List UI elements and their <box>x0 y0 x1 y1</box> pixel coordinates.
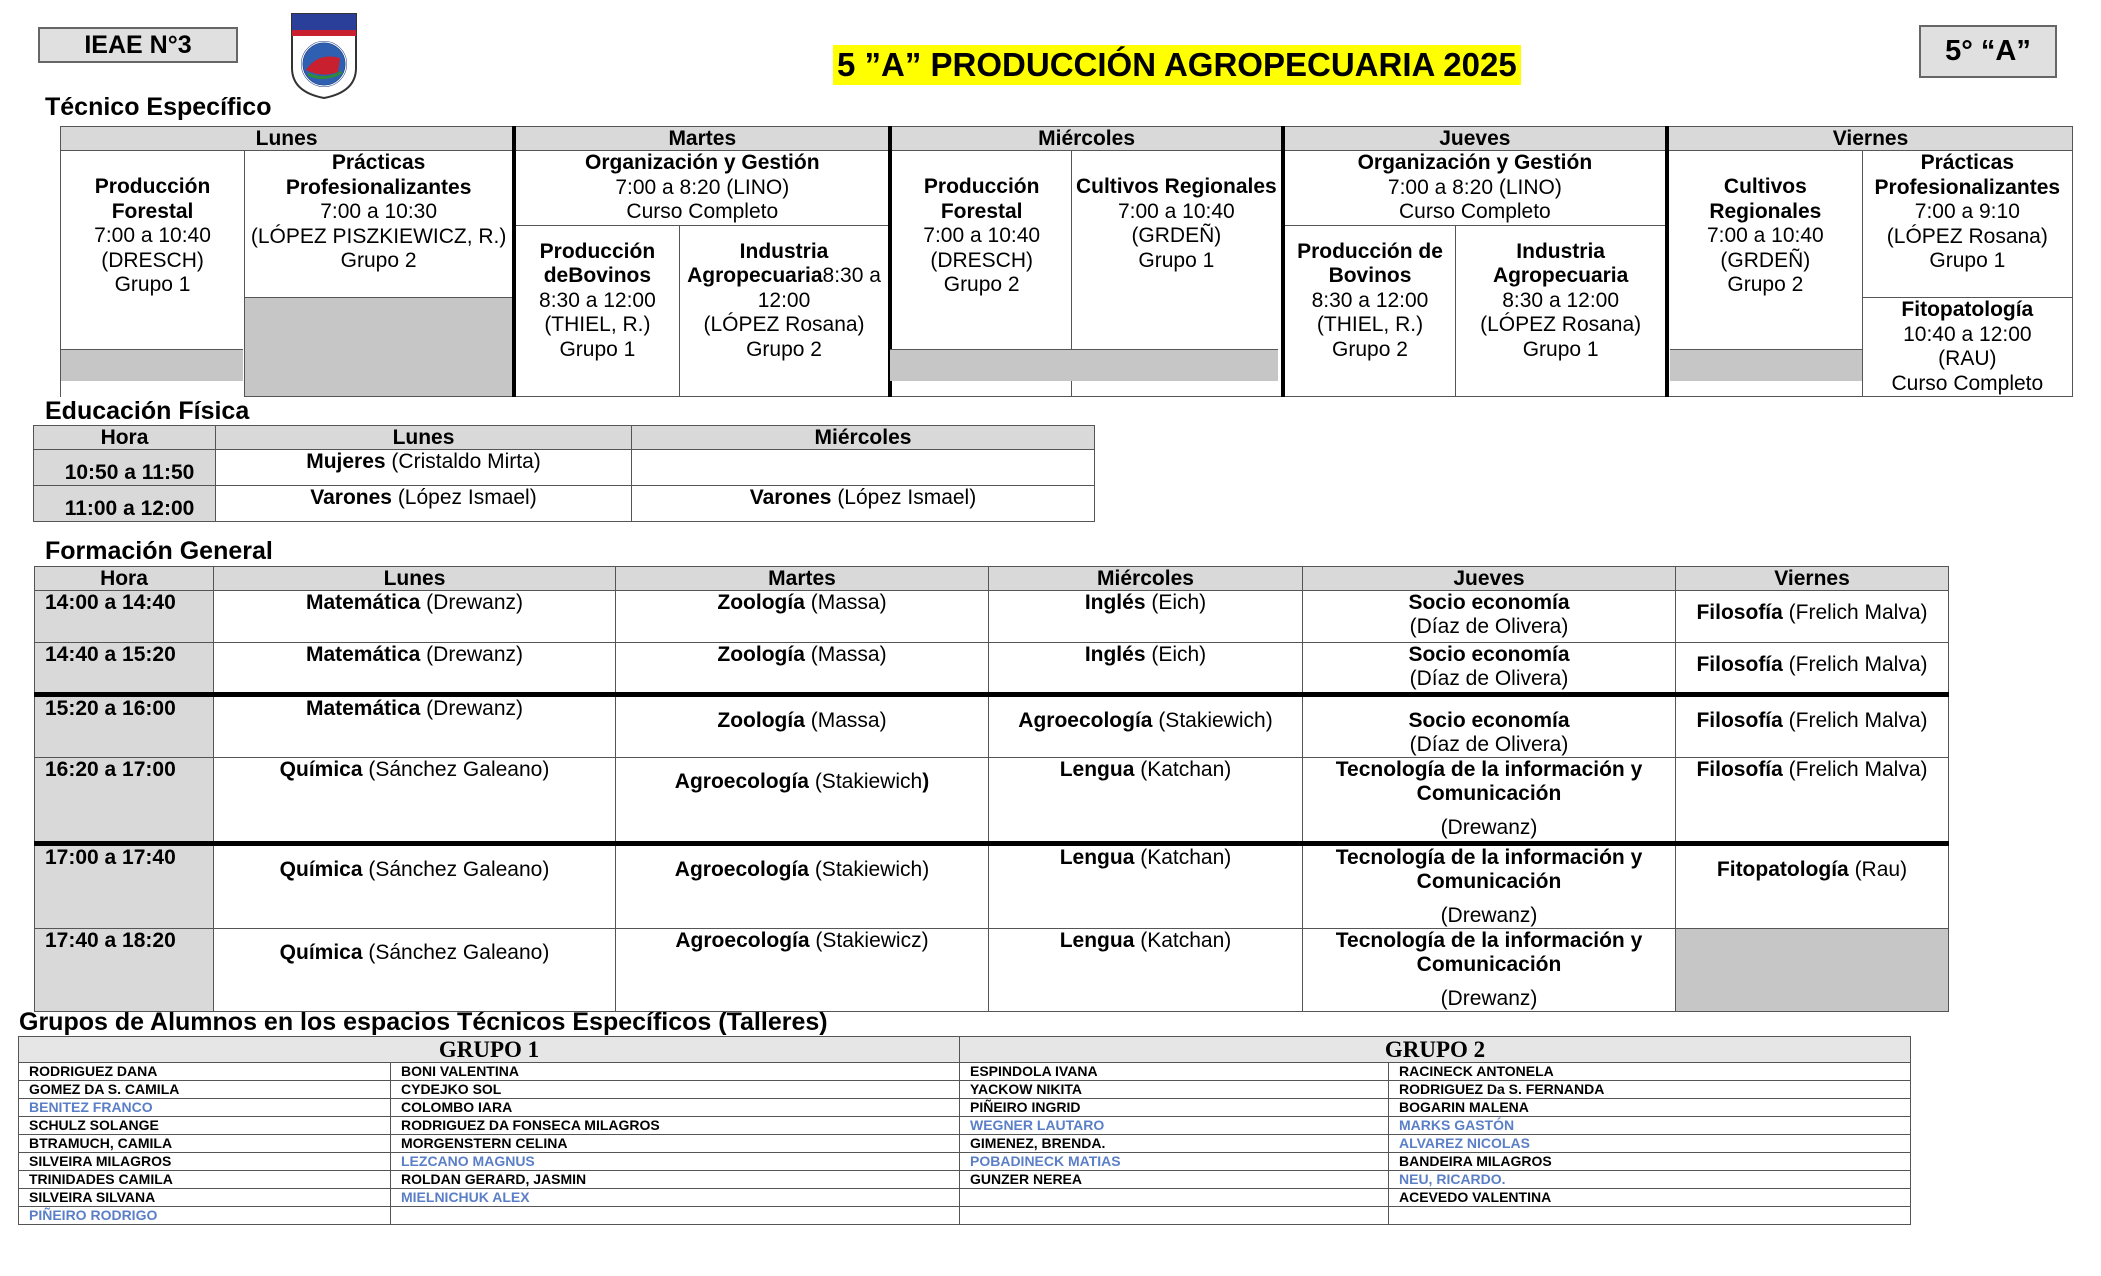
fg-hora: 17:40 a 18:20 <box>35 929 214 1012</box>
student-name: ALVAREZ NICOLAS <box>1389 1135 1911 1153</box>
student-name: GOMEZ DA S. CAMILA <box>19 1081 391 1099</box>
ef-cell: Mujeres (Cristaldo Mirta) <box>216 450 632 486</box>
fg-cell: Inglés (Eich) <box>989 643 1303 695</box>
fg-cell: Filosofía (Frelich Malva) <box>1676 758 1949 844</box>
student-name: RODRIGUEZ DANA <box>19 1063 391 1081</box>
student-name: SCHULZ SOLANGE <box>19 1117 391 1135</box>
fg-row <box>35 929 1949 1012</box>
fg-col-viernes: Viernes <box>1676 567 1949 591</box>
student-name <box>391 1207 960 1225</box>
student-name: PIÑEIRO INGRID <box>960 1099 1389 1117</box>
student-name <box>1389 1207 1911 1225</box>
tte-viernes-empty <box>1670 349 1862 381</box>
fg-cell: Socio economía (Díaz de Olivera) <box>1303 591 1676 643</box>
fg-hora: 17:00 a 17:40 <box>35 844 214 929</box>
day-lunes: Lunes <box>61 127 515 151</box>
fg-cell: Inglés (Eich) <box>989 591 1303 643</box>
tte-viernes-c: Fitopatología 10:40 a 12:00 (RAU) Curso Completo <box>1862 298 2072 397</box>
student-row <box>19 1171 1911 1189</box>
grupos-body <box>19 1063 1911 1225</box>
student-name: ESPINDOLA IVANA <box>960 1063 1389 1081</box>
ef-col-lunes: Lunes <box>216 426 632 450</box>
tte-lunes-a: Producción Forestal 7:00 a 10:40 (DRESCH) Grupo 1 <box>61 151 245 298</box>
fg-row <box>35 844 1949 929</box>
ef-table <box>33 425 1095 522</box>
tte-viernes-a: Cultivos Regionales 7:00 a 10:40 (GRDEÑ) Grupo 2 <box>1667 151 1862 397</box>
tte-miercoles-a: Producción Forestal 7:00 a 10:40 (DRESCH) Grupo 2 <box>890 151 1071 397</box>
fg-cell: Lengua (Katchan) <box>989 758 1303 844</box>
fg-col-hora: Hora <box>35 567 214 591</box>
fg-cell: Lengua (Katchan) <box>989 929 1303 1012</box>
student-row <box>19 1153 1911 1171</box>
student-name: NEU, RICARDO. <box>1389 1171 1911 1189</box>
student-row <box>19 1081 1911 1099</box>
tte-viernes-b: Prácticas Profesionalizantes 7:00 a 9:10 (LÓPEZ Rosana) Grupo 1 <box>1862 151 2072 298</box>
fg-row <box>35 758 1949 844</box>
fg-cell: Lengua (Katchan) <box>989 844 1303 929</box>
student-name: CYDEJKO SOL <box>391 1081 960 1099</box>
student-name: YACKOW NIKITA <box>960 1081 1389 1099</box>
fg-cell: Agroecología (Stakiewich) <box>989 695 1303 758</box>
student-name: RODRIGUEZ Da S. FERNANDA <box>1389 1081 1911 1099</box>
student-name: LEZCANO MAGNUS <box>391 1153 960 1171</box>
tte-lunes-empty <box>61 349 243 381</box>
student-name: WEGNER LAUTARO <box>960 1117 1389 1135</box>
student-name <box>960 1189 1389 1207</box>
fg-row <box>35 695 1949 758</box>
fg-cell: Tecnología de la información y Comunicación (Drewanz) <box>1303 758 1676 844</box>
day-viernes: Viernes <box>1667 127 2072 151</box>
section-ef: Educación Física <box>45 397 250 425</box>
student-name: GIMENEZ, BRENDA. <box>960 1135 1389 1153</box>
fg-col-lunes: Lunes <box>214 567 616 591</box>
ef-cell: Varones (López Ismael) <box>216 486 632 522</box>
day-jueves: Jueves <box>1283 127 1667 151</box>
student-name: MARKS GASTÓN <box>1389 1117 1911 1135</box>
student-row <box>19 1063 1911 1081</box>
student-name: BANDEIRA MILAGROS <box>1389 1153 1911 1171</box>
tte-jueves-top: Organización y Gestión 7:00 a 8:20 (LINO) Curso Completo <box>1283 151 1667 226</box>
fg-cell: Zoología (Massa) <box>616 695 989 758</box>
tte-martes-a: Producción deBovinos 8:30 a 12:00 (THIEL, R.) Grupo 1 <box>514 225 679 397</box>
fg-cell: Zoología (Massa) <box>616 591 989 643</box>
student-name: BONI VALENTINA <box>391 1063 960 1081</box>
section-fg: Formación General <box>45 537 273 565</box>
student-name: ACEVEDO VALENTINA <box>1389 1189 1911 1207</box>
grupos-table <box>18 1036 1911 1225</box>
fg-cell: Matemática (Drewanz) <box>214 643 616 695</box>
tte-jueves-b: Industria Agropecuaria 8:30 a 12:00 (LÓPEZ Rosana) Grupo 1 <box>1456 225 1667 397</box>
section-tecnico: Técnico Específico <box>45 93 272 121</box>
student-name <box>960 1207 1389 1225</box>
student-name: TRINIDADES CAMILA <box>19 1171 391 1189</box>
day-martes: Martes <box>514 127 890 151</box>
fg-cell: Filosofía (Frelich Malva) <box>1676 591 1949 643</box>
fg-hora: 14:40 a 15:20 <box>35 643 214 695</box>
fg-cell: Tecnología de la información y Comunicación (Drewanz) <box>1303 929 1676 1012</box>
fg-col-miercoles: Miércoles <box>989 567 1303 591</box>
student-row <box>19 1135 1911 1153</box>
student-name: GUNZER NEREA <box>960 1171 1389 1189</box>
day-miercoles: Miércoles <box>890 127 1282 151</box>
tte-martes-b: Industria Agropecuaria8:30 a 12:00 (LÓPEZ Rosana) Grupo 2 <box>679 225 890 397</box>
fg-cell: Zoología (Massa) <box>616 643 989 695</box>
student-name: BENITEZ FRANCO <box>19 1099 391 1117</box>
student-name: ROLDAN GERARD, JASMIN <box>391 1171 960 1189</box>
student-name: RODRIGUEZ DA FONSECA MILAGROS <box>391 1117 960 1135</box>
fg-cell: Química (Sánchez Galeano) <box>214 758 616 844</box>
fg-cell: Agroecología (Stakiewich) <box>616 758 989 844</box>
fg-cell-empty <box>1676 929 1949 1012</box>
student-name: BOGARIN MALENA <box>1389 1099 1911 1117</box>
fg-hora: 15:20 a 16:00 <box>35 695 214 758</box>
tte-lunes-b-empty <box>245 298 515 397</box>
student-name: SILVEIRA SILVANA <box>19 1189 391 1207</box>
tte-martes-top: Organización y Gestión 7:00 a 8:20 (LINO) Curso Completo <box>514 151 890 226</box>
student-name: POBADINECK MATIAS <box>960 1153 1389 1171</box>
school-label: IEAE N°3 <box>38 27 238 63</box>
tte-lunes-b: Prácticas Profesionalizantes 7:00 a 10:30 (LÓPEZ PISZKIEWICZ, R.) Grupo 2 <box>245 151 515 298</box>
course-label: 5° “A” <box>1919 25 2057 78</box>
ef-hora: 10:50 a 11:50 <box>34 450 216 486</box>
student-row <box>19 1099 1911 1117</box>
fg-hora: 16:20 a 17:00 <box>35 758 214 844</box>
fg-cell: Socio economía (Díaz de Olivera) <box>1303 643 1676 695</box>
grupo2-title: GRUPO 2 <box>960 1037 1911 1063</box>
school-logo <box>288 12 360 100</box>
fg-row <box>35 643 1949 695</box>
ef-hora: 11:00 a 12:00 <box>34 486 216 522</box>
student-row <box>19 1117 1911 1135</box>
fg-col-jueves: Jueves <box>1303 567 1676 591</box>
fg-cell: Filosofía (Frelich Malva) <box>1676 643 1949 695</box>
student-name: SILVEIRA MILAGROS <box>19 1153 391 1171</box>
tte-miercoles-b: Cultivos Regionales 7:00 a 10:40 (GRDEÑ) Grupo 1 <box>1071 151 1282 397</box>
student-name: PIÑEIRO RODRIGO <box>19 1207 391 1225</box>
student-row <box>19 1207 1911 1225</box>
fg-cell: Matemática (Drewanz) <box>214 695 616 758</box>
student-row <box>19 1189 1911 1207</box>
ef-cell <box>632 450 1095 486</box>
grupo1-title: GRUPO 1 <box>19 1037 960 1063</box>
tte-jueves-a: Producción de Bovinos 8:30 a 12:00 (THIEL, R.) Grupo 2 <box>1283 225 1456 397</box>
fg-cell: Filosofía (Frelich Malva) <box>1676 695 1949 758</box>
ef-cell: Varones (López Ismael) <box>632 486 1095 522</box>
fg-cell: Agroecología (Stakiewich) <box>616 844 989 929</box>
fg-hora: 14:00 a 14:40 <box>35 591 214 643</box>
tte-lunes-a-cont <box>61 298 245 397</box>
student-name: BTRAMUCH, CAMILA <box>19 1135 391 1153</box>
fg-cell: Química (Sánchez Galeano) <box>214 844 616 929</box>
fg-table <box>34 566 1949 1012</box>
fg-cell: Socio economía (Díaz de Olivera) <box>1303 695 1676 758</box>
fg-cell: Matemática (Drewanz) <box>214 591 616 643</box>
fg-cell: Agroecología (Stakiewicz) <box>616 929 989 1012</box>
section-grupos: Grupos de Alumnos en los espacios Técnicos Específicos (Talleres) <box>19 1008 828 1036</box>
student-name: MORGENSTERN CELINA <box>391 1135 960 1153</box>
student-name: MIELNICHUK ALEX <box>391 1189 960 1207</box>
fg-row <box>35 591 1949 643</box>
student-name: COLOMBO IARA <box>391 1099 960 1117</box>
fg-cell: Fitopatología (Rau) <box>1676 844 1949 929</box>
student-name: RACINECK ANTONELA <box>1389 1063 1911 1081</box>
tte-miercoles-empty <box>890 349 1278 381</box>
ef-col-hora: Hora <box>34 426 216 450</box>
fg-cell: Química (Sánchez Galeano) <box>214 929 616 1012</box>
fg-col-martes: Martes <box>616 567 989 591</box>
ef-col-miercoles: Miércoles <box>632 426 1095 450</box>
page-title: 5 ”A” PRODUCCIÓN AGROPECUARIA 2025 <box>833 45 1521 85</box>
fg-cell: Tecnología de la información y Comunicación (Drewanz) <box>1303 844 1676 929</box>
